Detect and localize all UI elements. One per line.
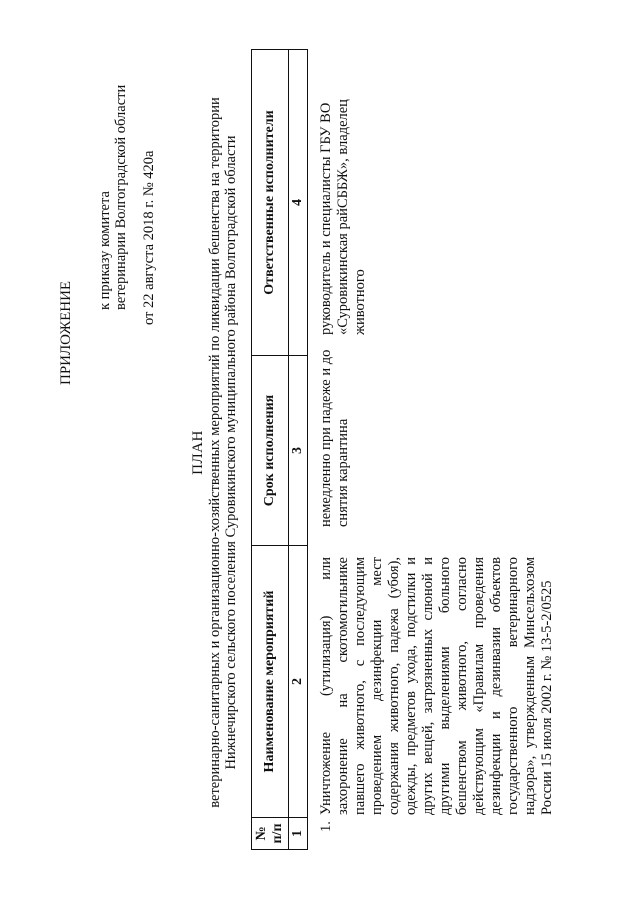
order-reference-line1: к приказу комитета <box>97 191 113 310</box>
column-number: 1 <box>289 818 308 850</box>
column-number: 4 <box>289 50 308 356</box>
table-row <box>318 50 555 850</box>
column-header-responsible: Ответственные исполнители <box>252 50 289 356</box>
column-header-term: Срок исполнения <box>252 356 289 546</box>
row-measure-text: Уничтожение (утилизация) или захоронение на скотомогильнике павшего животного, с последующим проведением дезинфекции мест содержания животного, падежа (убоя), одежды, предметов ухода, подстилки и других вещей, загрязненных слюной и другими выделениями больного бешенством животного, согласно действующим «Правилам проведения дезинфекции и дезинвазии объектов государственного ветеринарного надзора», утвержденным Минсельхозом России 15 июля 2002 г. № 13-5-2/0525 <box>318 557 555 815</box>
order-date: от 22 августа 2018 г. № 420а <box>141 150 157 325</box>
table-header-row <box>252 50 289 850</box>
column-header-name: Наименование мероприятий <box>252 546 289 818</box>
plan-title: ПЛАН <box>190 430 206 475</box>
plan-subtitle-line2: Нижнечирского сельского поселения Суровикинского муниципального района Волгоградской области <box>223 135 239 770</box>
row-term: немедленно при падеже и до снятия карантина <box>318 349 351 527</box>
column-number: 3 <box>289 356 308 546</box>
plan-table <box>251 49 308 850</box>
column-header-number: № п/п <box>252 818 289 850</box>
column-number-row <box>289 50 308 850</box>
column-number: 2 <box>289 546 308 818</box>
order-reference-line2: ветеринарии Волгоградской области <box>113 84 129 310</box>
row-number: 1. <box>318 821 334 832</box>
appendix-title: ПРИЛОЖЕНИЕ <box>58 280 74 385</box>
row-responsible: руководитель и специалисты ГБУ ВО «Суровикинская райСББЖ», владелец животного <box>318 99 368 335</box>
plan-subtitle-line1: ветеринарно-санитарных и организационно-хозяйственных мероприятий по ликвидации бешенства на территории <box>207 97 223 808</box>
